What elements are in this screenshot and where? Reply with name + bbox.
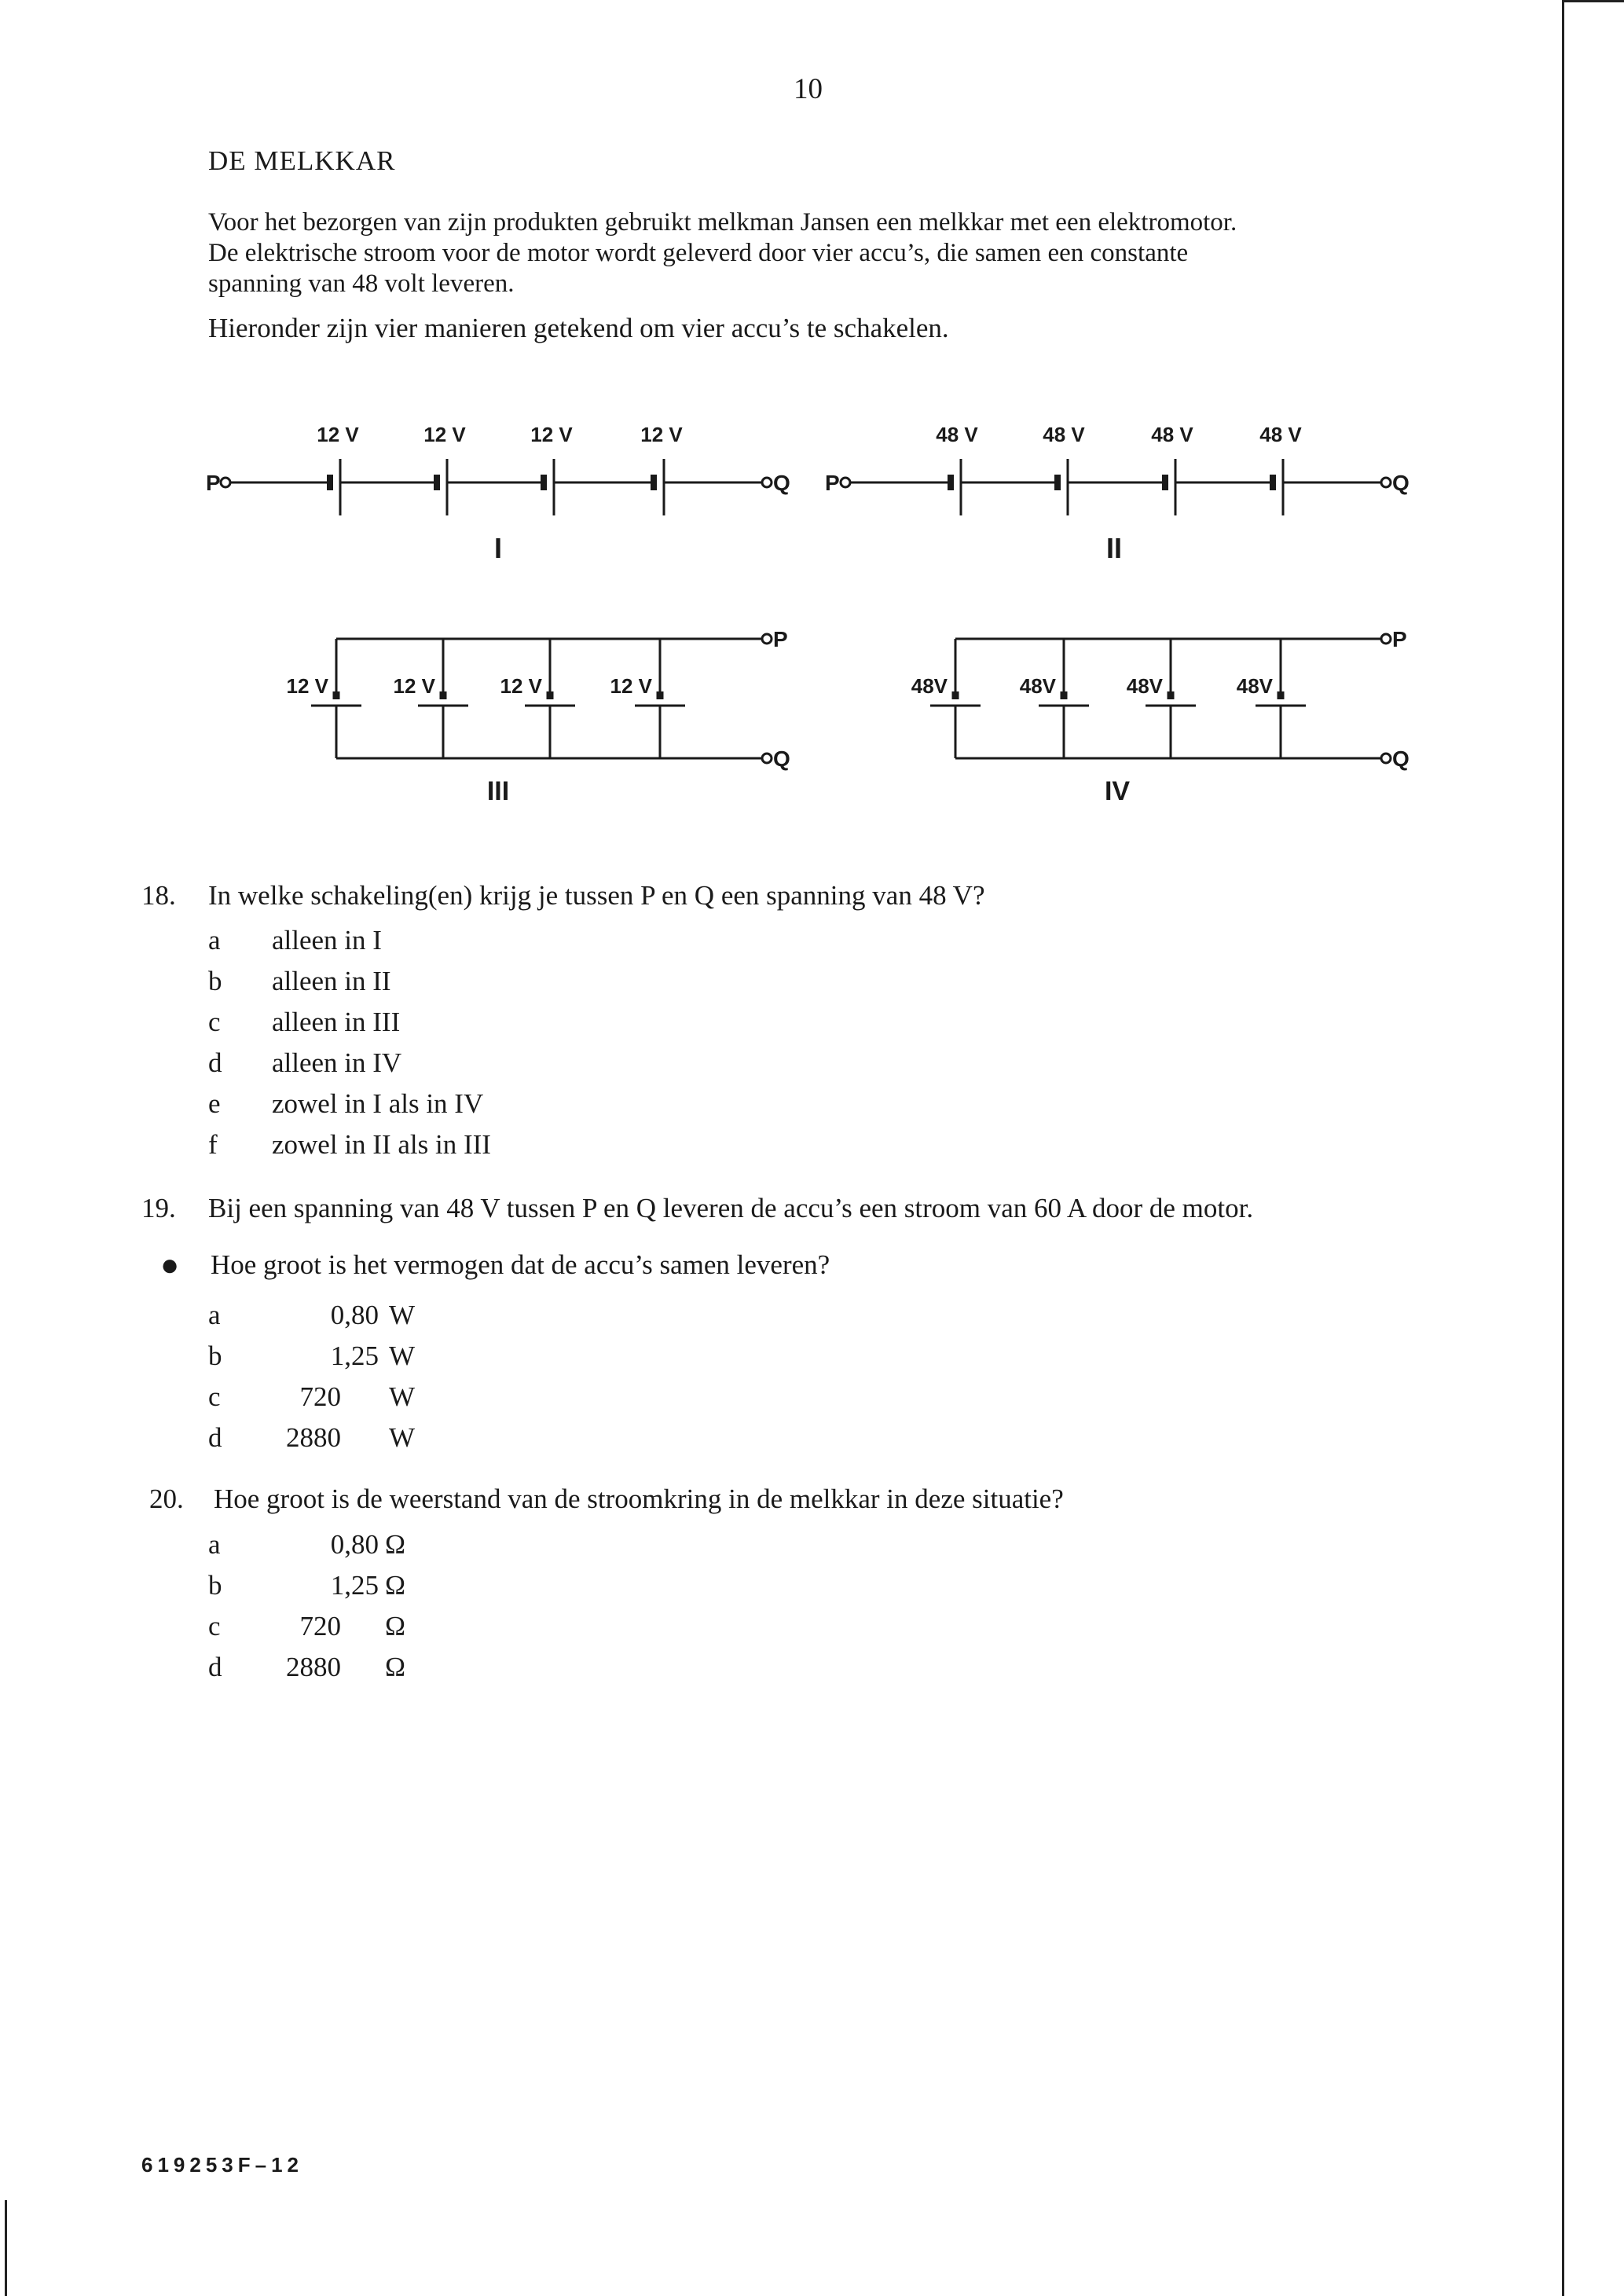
q18-option-d-letter: d [208,1047,222,1078]
q19-option-b-value[interactable]: 1,25 [330,1341,379,1371]
terminal-label-Q-II: Q [1392,471,1410,495]
q18-option-f-letter: f [208,1129,218,1160]
q20-option-b-unit: Ω [385,1570,406,1601]
diagram-label-II: II [1105,532,1123,564]
intro-line-2: De elektrische stroom voor de motor wordt geleverd door vier accu’s, die samen een constante [208,239,1189,267]
q19-option-a-unit: W [389,1300,416,1330]
q20-option-b-letter: b [208,1570,222,1601]
terminal-Q-IV [1381,754,1391,763]
q19-option-d-unit: W [389,1422,416,1453]
q20-option-a-value[interactable]: 0,80 [330,1529,379,1560]
battery-label-I-4: 12 V [640,423,683,446]
battery-label-I-1: 12 V [317,423,359,446]
q18-option-c-letter: c [208,1007,221,1037]
question-19-number: 19. [141,1193,176,1223]
page-number: 10 [794,73,823,105]
terminal-label-Q-I: Q [773,471,790,495]
q19-option-d-value[interactable]: 2880 [286,1422,341,1453]
terminal-label-Q-III: Q [773,746,790,771]
battery-label-III-3: 12 V [500,674,542,698]
battery-label-I-2: 12 V [423,423,466,446]
q18-option-e-text[interactable]: zowel in I als in IV [272,1088,484,1119]
q18-option-e-letter: e [208,1088,221,1119]
terminal-label-P-II: P [825,471,840,495]
q18-option-b-letter: b [208,966,222,996]
diagram-label-III: III [486,776,510,806]
q19-option-c-value[interactable]: 720 [299,1381,341,1412]
q20-option-c-value[interactable]: 720 [299,1611,341,1641]
q18-option-b-text[interactable]: alleen in II [272,966,391,996]
question-20-text: Hoe groot is de weerstand van de stroomkring in de melkkar in deze situatie? [214,1484,1064,1514]
terminal-Q-II [1381,478,1391,487]
q19-option-c-letter: c [208,1381,221,1412]
q20-option-c-unit: Ω [385,1611,406,1641]
q20-option-a-unit: Ω [385,1529,406,1560]
terminal-Q-I [762,478,772,487]
terminal-P-I [221,478,230,487]
battery-label-III-4: 12 V [610,674,652,698]
circuit-I [221,459,772,515]
question-19-subtext: Hoe groot is het vermogen dat de accu’s samen leveren? [211,1249,830,1280]
diagram-label-I: I [493,532,503,564]
battery-label-II-1: 48 V [936,423,978,446]
battery-label-III-1: 12 V [286,674,328,698]
q18-option-a-text[interactable]: alleen in I [272,925,382,955]
diagram-label-IV: IV [1104,776,1131,806]
question-20-number: 20. [149,1484,184,1514]
battery-label-IV-4: 48V [1236,674,1273,698]
terminal-Q-III [762,754,772,763]
q19-option-b-unit: W [389,1341,416,1371]
q19-option-b-letter: b [208,1341,222,1371]
terminal-label-P-III: P [773,627,788,651]
section-title: DE MELKKAR [208,145,396,176]
q18-option-f-text[interactable]: zowel in II als in III [272,1129,491,1160]
battery-label-II-4: 48 V [1259,423,1302,446]
terminal-label-P-I: P [206,471,221,495]
q20-option-b-value[interactable]: 1,25 [330,1570,379,1601]
terminal-P-IV [1381,634,1391,644]
footer-code: 619253F–12 [141,2153,304,2177]
question-19-text: Bij een spanning van 48 V tussen P en Q leveren de accu’s een stroom van 60 A door de motor. [208,1193,1254,1223]
q18-option-a-letter: a [208,925,221,955]
intro-line-3: spanning van 48 volt leveren. [208,270,515,298]
q20-option-d-value[interactable]: 2880 [286,1652,341,1682]
battery-label-IV-2: 48V [1019,674,1056,698]
q20-option-c-letter: c [208,1611,221,1641]
q18-option-d-text[interactable]: alleen in IV [272,1047,402,1078]
circuit-diagrams [0,0,1624,864]
circuit-II [841,459,1391,515]
circuit-III [311,634,772,763]
terminal-P-III [762,634,772,644]
battery-label-III-2: 12 V [393,674,435,698]
battery-label-I-3: 12 V [530,423,573,446]
battery-label-IV-1: 48V [911,674,948,698]
q20-option-a-letter: a [208,1529,221,1560]
q19-option-a-value[interactable]: 0,80 [330,1300,379,1330]
battery-label-II-3: 48 V [1151,423,1193,446]
q20-option-d-unit: Ω [385,1652,406,1682]
terminal-label-P-IV: P [1392,627,1407,651]
terminal-label-Q-IV: Q [1392,746,1410,771]
q19-option-d-letter: d [208,1422,222,1453]
question-19-bullet: ● [160,1247,180,1282]
intro-line-1: Voor het bezorgen van zijn produkten gebruikt melkman Jansen een melkkar met een elektromotor. [208,208,1237,237]
page-edge-left [5,2200,7,2296]
battery-label-IV-3: 48V [1126,674,1163,698]
circuit-IV [930,634,1391,763]
q19-option-c-unit: W [389,1381,416,1412]
intro-paragraph-2: Hieronder zijn vier manieren getekend om vier accu’s te schakelen. [208,313,949,343]
q20-option-d-letter: d [208,1652,222,1682]
q19-option-a-letter: a [208,1300,221,1330]
battery-label-II-2: 48 V [1043,423,1085,446]
terminal-P-II [841,478,850,487]
question-18-text: In welke schakeling(en) krijg je tussen P en Q een spanning van 48 V? [208,880,985,911]
question-18-number: 18. [141,880,176,911]
q18-option-c-text[interactable]: alleen in III [272,1007,401,1037]
